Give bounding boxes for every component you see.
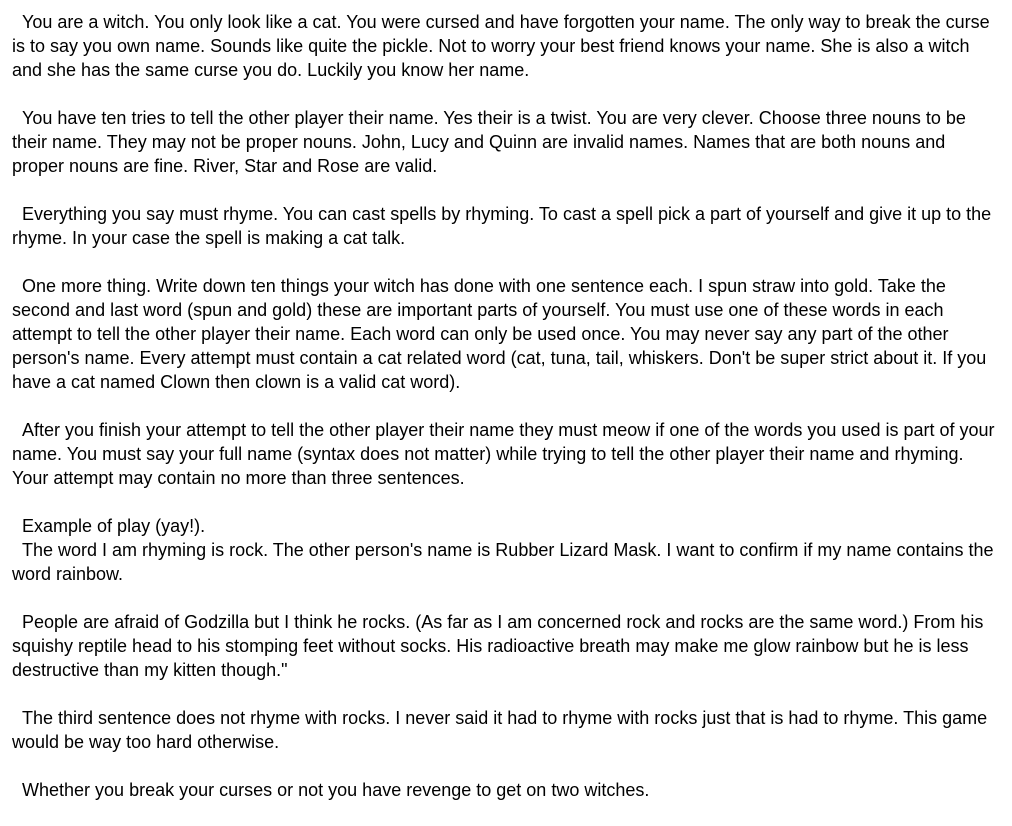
- paragraph-example-heading: Example of play (yay!).: [12, 516, 206, 536]
- paragraph-naming-rules: You have ten tries to tell the other player their name. Yes their is a twist. You are very clever. Choose three nouns to be their name. They may not be proper nouns. John, Lucy and Quinn are invalid names. Names that are both nouns and proper nouns are fine. River, Star and Rose are valid.: [12, 108, 971, 176]
- paragraph-example-rhyme: People are afraid of Godzilla but I think he rocks. (As far as I am concerned rock and rocks are the same word.) From his squishy reptile head to his stomping feet without socks. His radioactive breath may make me glow rainbow but he is less destructive than my kitten though.": [12, 612, 989, 680]
- paragraph-gap: [12, 754, 1002, 778]
- paragraph-curse-intro: You are a witch. You only look like a cat. You were cursed and have forgotten your name. The only way to break the curse is to say you own name. Sounds like quite the pickle. Not to worry your best friend knows your name. She is also a witch and she has the same curse you do. Luckily you know her name.: [12, 12, 995, 80]
- paragraph-witch-deeds: One more thing. Write down ten things your witch has done with one sentence each. I spun straw into gold. Take the second and last word (spun and gold) these are important parts of yourself. You must use one of these words in each attempt to tell the other player their name. Each word can only be used once. You may never say any part of the other person's name. Every attempt must contain a cat related word (cat, tuna, tail, whiskers. Don't be super strict about it. If you have a cat named Clown then clown is a valid cat word).: [12, 276, 992, 392]
- paragraph-gap: [12, 394, 1002, 418]
- paragraph-gap: [12, 178, 1002, 202]
- paragraph-gap: [12, 490, 1002, 514]
- paragraph-attempt-rules: After you finish your attempt to tell the other player their name they must meow if one of the words you used is part of your name. You must say your full name (syntax does not matter) while trying to tell the other player their name and rhyming. Your attempt may contain no more than three sentences.: [12, 420, 1000, 488]
- paragraph-gap: [12, 586, 1002, 610]
- paragraph-example-setup: The word I am rhyming is rock. The other person's name is Rubber Lizard Mask. I want to confirm if my name contains the word rainbow.: [12, 540, 999, 584]
- paragraph-rhyme-rules: Everything you say must rhyme. You can cast spells by rhyming. To cast a spell pick a part of yourself and give it up to the rhyme. In your case the spell is making a cat talk.: [12, 204, 997, 248]
- paragraph-revenge: Whether you break your curses or not you have revenge to get on two witches.: [12, 780, 650, 800]
- paragraph-example-note: The third sentence does not rhyme with rocks. I never said it had to rhyme with rocks just that is had to rhyme. This game would be way too hard otherwise.: [12, 708, 993, 752]
- paragraph-gap: [12, 682, 1002, 706]
- paragraph-gap: [12, 250, 1002, 274]
- paragraph-gap: [12, 82, 1002, 106]
